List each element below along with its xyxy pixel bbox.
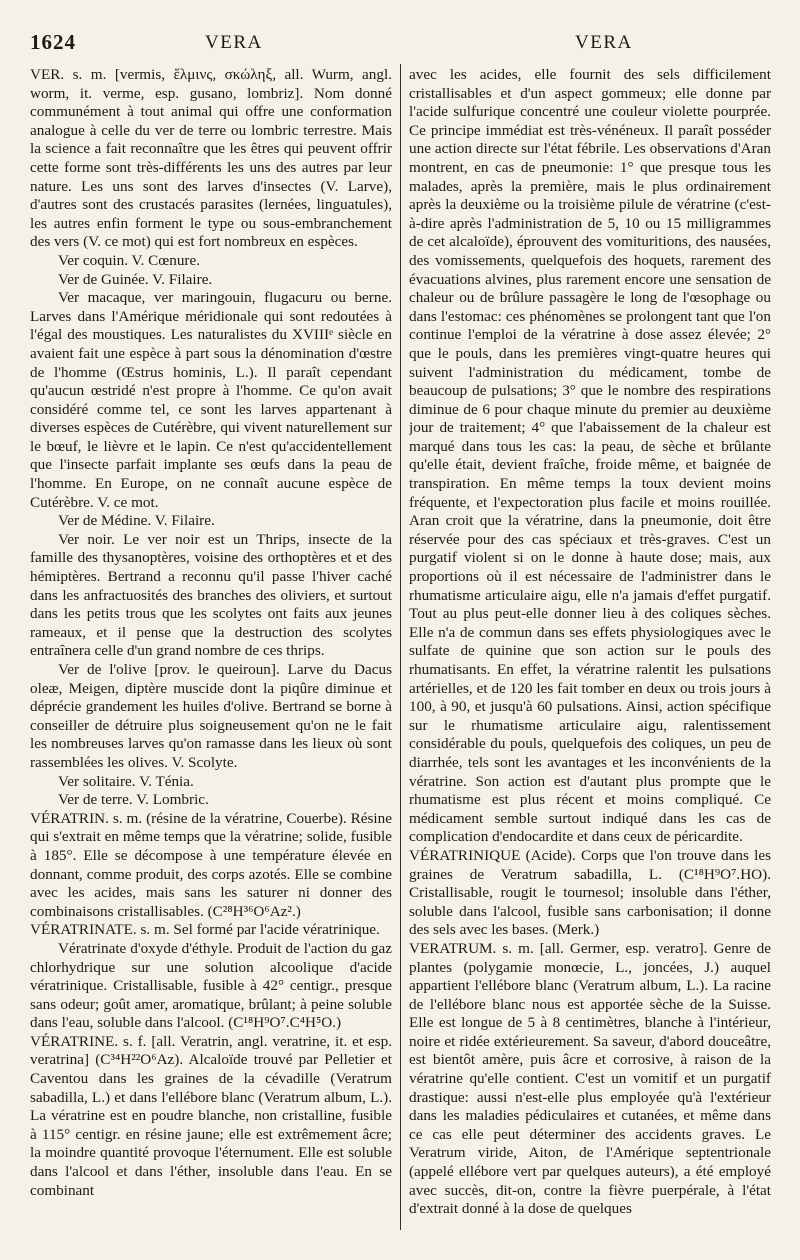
entry-ver: VER. s. m. [vermis, ἕλμινς, σκώληξ, all. Wurm, angl. worm, it. verme, esp. gusano, lombriz]. Nom donné communément à tout animal qui offre une conformation analogue à celle du ver de terre ou lombric terrestre. Mais la science a fait reconnaître que les êtres qui peuvent offrir cette forme sont très-différents les uns des autres par leur nature. Les uns sont des larves d'insectes (V. Larve), d'autres sont des crustacés parasites (lernées, linguatules), les autres enfin forment le type ou sous-embranchement des vers (V. ce mot) qui est fort nombreux en espèces. [30, 66, 392, 251]
page-header [20, 30, 780, 60]
subentry-ver-solitaire: Ver solitaire. V. Ténia. [58, 772, 194, 790]
entry-veratrinique: VÉRATRINIQUE (Acide). Corps que l'on trouve dans les graines de Veratrum sabadilla, L. (C¹⁸H⁹O⁷.HO). Cristallisable, rougit le tournesol; insoluble dans l'éther, soluble dans l'alcool, fusible sans carbonisation; il donne des sels avec les bases. (Merk.) [409, 846, 771, 939]
running-head-right: VERA [575, 32, 633, 53]
entry-veratrinate: VÉRATRINATE. s. m. Sel formé par l'acide vératrinique. [30, 921, 380, 939]
page-number: 1624 [30, 30, 76, 54]
subentry-ver-de-l-olive: Ver de l'olive [prov. le queiroun]. Larve du Dacus oleæ, Meigen, diptère muscide dont la piqûre diminue et déprécie grandement les huiles d'olive. Bertrand se borne à conseiller de détruire plus soigneusement qu'on ne le fait les nombreuses larves qu'on ramasse dans les lieux où sont rassemblées les olives. V. Scolyte. [30, 661, 392, 771]
entry-veratrine-continued: avec les acides, elle fournit des sels difficilement cristallisables et d'un aspect gommeux; elle donne par l'acide sulfurique concentré une couleur violette pourprée. Ce principe immédiat est très-vénéneux. Il paraît posséder une action directe sur l'état fébrile. Les observations d'Aran montrent, en cas de pneumonie: 1° que presque tous les malades, après la première, mais le plus ordinairement après la deuxième ou la troisième pilule de vératrine (c'est-à-dire après l'administration de 5, 10 ou 15 milligrammes de cet alcaloïde), éprouvent des vomituritions, des nausées, des vomissements, quelquefois des hoquets, rarement des évacuations alvines, plus rarement encore une sensation de chaleur ou de brûlure passagère le long de l'œsophage ou dans l'estomac: ces phénomènes se prolongent tant que l'on continue l'emploi de la vératrine à dose assez élevée; 2° que le pouls, dans les premières vingt-quatre heures qui suivent l'administration du médicament, tombe de beaucoup de pulsations; 3° que le nombre des respirations diminue de 6 pour chaque minute du premier au deuxième jour de traitement; 4° que l'abaissement de la chaleur est marqué dans tous les cas: la peau, de sèche et brûlante qu'elle était, devient fraîche, froide même, et baignée de transpiration. En même temps la toux devient moins fréquente, et l'expectoration plus facile et moins rouillée. Aran croit que la vératrine, dans la pneumonie, doit être réservée pour des cas spéciaux et très-graves. C'est un purgatif violent si on le donne à haute dose; mais, aux proportions où il est nécessaire de l'administrer dans le rhumatisme articulaire aigu, elle n'a jamais d'effet purgatif. Tout au plus peut-elle donner lieu à des coliques sèches. Elle n'a de commun dans ses effets physiologiques avec le sulfate de quinine que son action sur le pouls des rhumatisants. En effet, la vératrine ralentit les pulsations artérielles, et de 120 les fait tomber en deux ou trois jours à 100, à 90, et jusqu'à 60 pulsations. Ainsi, action spécifique sur le rhumatisme articulaire aigu, ralentissement considérable du pouls, quelquefois des coliques, un peu de diarrhée, tels sont les avantages et les inconvénients de la vératrine. Son action est d'autant plus prompte que le rhumatisme est plus récent et moins compliqué. Ce médicament semble surtout indiqué dans les cas de complication d'endocardite et dans ceux de péricardite. [409, 66, 771, 846]
subentry-veratrinate-oxyde-ethyle: Vératrinate d'oxyde d'éthyle. Produit de l'action du gaz chlorhydrique sur une solution alcoolique d'acide vératrinique. Cristallisable, fusible à 42° centigr., presque sans odeur; goût amer, aromatique, brûlant; à peine soluble dans l'eau, soluble dans l'alcool. (C¹⁸H⁹O⁷.C⁴H⁵O.) [30, 939, 392, 1032]
running-head-left: VERA [205, 32, 263, 53]
subentry-ver-de-guinee: Ver de Guinée. V. Filaire. [58, 270, 213, 288]
subentry-ver-de-terre: Ver de terre. V. Lombric. [58, 791, 209, 809]
subentry-ver-coquin: Ver coquin. V. Cœnure. [58, 251, 201, 269]
left-column [30, 66, 392, 1232]
subentry-ver-noir: Ver noir. Le ver noir est un Thrips, insecte de la famille des thysanoptères, voisine des orthoptères et et des hémiptères. Bertrand a reconnu qu'il passe l'hiver caché dans les anfractuosités des branches des oliviers, et surtout dans les petits trous que les scolytes ont faits aux jeunes rameaux, et il pense que la destruction des scolytes entraînera celle d'un grand nombre de ces thrips. [30, 530, 392, 660]
right-column [409, 66, 771, 1232]
column-divider [400, 64, 401, 1230]
entry-veratrin: VÉRATRIN. s. m. (résine de la vératrine, Couerbe). Résine qui s'extrait en même temps que la vératrine; solide, fusible à 185°. Elle se décompose à une température élevée en donnant, comme produit, des corps azotés. Elle se combine avec les acides, mais sans les saturer ni donner des combinaisons cristallisables. (C²⁸H³⁶O⁶Az².) [30, 809, 392, 920]
subentry-ver-macaque: Ver macaque, ver maringouin, flugacuru ou berne. Larves dans l'Amérique méridionale qui sont redoutées à l'égal des moustiques. Les naturalistes du XVIIIᵉ siècle en avaient fait une espèce à part sous la dénomination d'œstre de l'homme (Œstrus hominis, L.). Il paraît cependant qu'aucun œstridé n'est propre à l'homme. Ce qu'on avait considéré comme tel, ce sont les larves appartenant à diverses espèces de Cutérèbre, qui vivent naturellement sur le bœuf, le lièvre et le lapin. Ce n'est qu'accidentellement que l'insecte parfait implante ses œufs dans la peau de l'homme. En Europe, on ne connaît aucune espèce de Cutérèbre. V. ce mot. [30, 289, 392, 511]
entry-veratrum: VERATRUM. s. m. [all. Germer, esp. veratro]. Genre de plantes (polygamie monœcie, L., joncées, J.) auquel appartient l'ellébore blanc (Veratrum album, L.). La racine de l'ellébore blanc nous est apportée sèche de la Suisse. Elle est longue de 5 à 8 centimètres, blanche à l'intérieur, noire et ridée extérieurement. Sa saveur, d'abord douceâtre, est bientôt amère, puis âcre et corrosive, à raison de la vératrine qu'elle contient. C'est un vomitif et un purgatif drastique: aussi n'est-elle plus employée qu'à l'extérieur dans les maladies pédiculaires et cutanées, et même dans ce cas elle peut déterminer des accidents graves. Le Veratrum viride, Aiton, de l'Amérique septentrionale (appelé ellébore vert par quelques auteurs), a été employé avec succès, dit-on, contre la fièvre puerpérale, à l'état d'extrait donné à la dose de quelques [409, 939, 771, 1218]
subentry-ver-de-medine: Ver de Médine. V. Filaire. [58, 512, 215, 530]
entry-veratrine: VÉRATRINE. s. f. [all. Veratrin, angl. veratrine, it. et esp. veratrina] (C³⁴H²²O⁶Az). Alcaloïde trouvé par Pelletier et Caventou dans les graines de la cévadille (Veratrum sabadilla, L.) et dans l'ellébore blanc (Veratrum album, L.). La vératrine est en poudre blanche, non cristalline, fusible à 115° centigr. en résine jaune; elle est extrêmement âcre; la moindre quantité provoque l'éternument. Elle est soluble dans l'alcool et dans l'éther, insoluble dans l'eau. En se combinant [30, 1032, 392, 1199]
